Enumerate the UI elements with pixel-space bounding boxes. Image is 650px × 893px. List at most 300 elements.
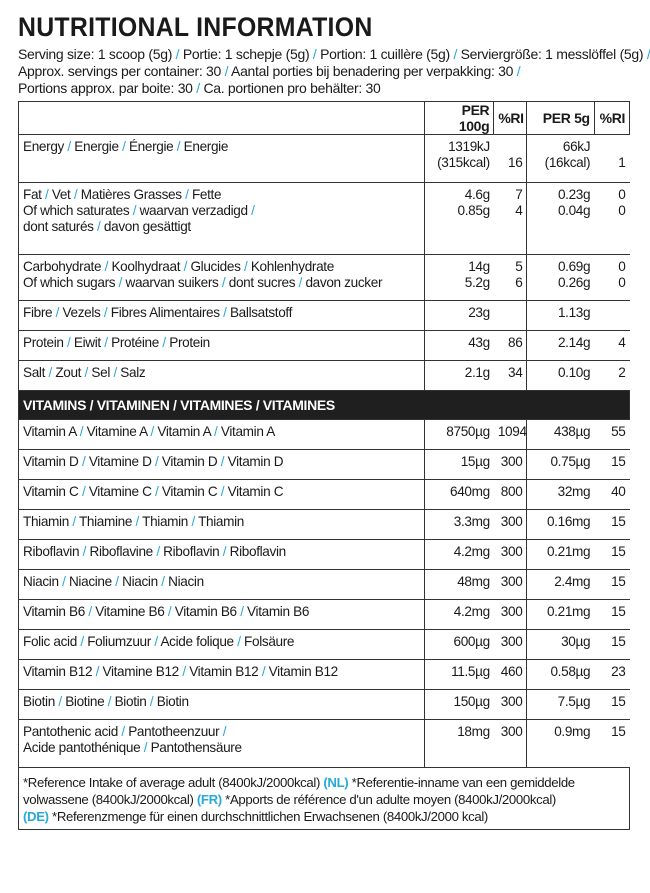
table-row xyxy=(19,331,630,361)
ri-per-100g-value: 86 xyxy=(508,335,523,350)
header-label-cell xyxy=(19,102,425,135)
value-per-100g-value xyxy=(429,219,490,235)
ri-per-100g-value: 300 xyxy=(500,574,523,589)
value-per-100g-value: 0.85g xyxy=(457,203,490,218)
ri-per-5g-value: 15 xyxy=(611,574,626,589)
label-text: Energie xyxy=(183,139,229,154)
label-text: Serviergröße: 1 messlöffel (5g) xyxy=(460,46,644,62)
ri-per-5g-value: 55 xyxy=(611,424,626,439)
table-row xyxy=(19,420,630,450)
header-per-100g: PER 100g xyxy=(424,102,493,135)
nutrient-label-line xyxy=(23,203,420,219)
vitamins-heading-text: VITAMINEN xyxy=(96,397,170,413)
nutrient-label xyxy=(19,420,425,450)
header-ri-100g: %RI xyxy=(494,102,527,135)
table-header-row xyxy=(19,102,630,135)
separator-slash: / xyxy=(118,139,129,154)
label-text: Vitamin B12 xyxy=(23,664,93,679)
ri-per-5g xyxy=(594,570,629,600)
ri-per-100g-value: 800 xyxy=(500,484,523,499)
label-text: Pantotheenzuur xyxy=(128,724,220,739)
nutrient-label xyxy=(19,570,425,600)
ri-per-5g-value xyxy=(598,139,625,155)
ri-per-100g xyxy=(494,420,527,450)
label-text: Eiwit xyxy=(73,335,101,350)
label-text: Vitamin A xyxy=(220,424,275,439)
label-text: Thiamin xyxy=(142,514,189,529)
value-per-100g-value: 4.2mg xyxy=(453,544,490,559)
value-per-5g-value: 438µg xyxy=(553,424,591,439)
value-per-100g-value: 3.3mg xyxy=(453,514,490,529)
label-text: Niacin xyxy=(23,574,59,589)
footnote-de-tag: (DE) xyxy=(23,809,49,824)
value-per-5g-value xyxy=(531,219,590,235)
label-text: Riboflavin xyxy=(163,544,220,559)
value-per-100g xyxy=(424,630,493,660)
ri-per-100g-value xyxy=(498,139,523,155)
value-per-5g-value: 0.26g xyxy=(557,275,591,290)
label-text: Folic acid xyxy=(23,634,77,649)
label-text: Vitamin B6 xyxy=(23,604,85,619)
value-per-5g-value: 0.69g xyxy=(557,259,591,274)
vitamins-heading-text: VITAMINS xyxy=(23,397,87,413)
value-per-5g xyxy=(527,720,594,768)
value-per-100g xyxy=(424,183,493,255)
label-text: Riboflavin xyxy=(229,544,286,559)
label-text: Niacin xyxy=(122,574,158,589)
footnote-en: *Reference Intake of average adult (8400kJ/2000kcal) xyxy=(23,775,321,790)
table-row xyxy=(19,301,630,331)
ri-per-100g xyxy=(494,720,527,768)
value-per-100g-value: 4.6g xyxy=(464,187,490,202)
label-text: Folsäure xyxy=(244,634,295,649)
label-text: Vitamine B6 xyxy=(95,604,165,619)
value-per-5g-value: 2.14g xyxy=(557,335,591,350)
ri-per-100g xyxy=(494,183,527,255)
value-per-5g-value: 32mg xyxy=(557,484,591,499)
separator-slash: / xyxy=(78,454,89,469)
ri-per-5g xyxy=(594,660,629,690)
nutrient-label-line xyxy=(23,187,420,203)
label-text: Portie: 1 schepje (5g) xyxy=(182,46,310,62)
value-per-100g xyxy=(424,450,493,480)
value-per-100g-value: (315kcal) xyxy=(437,155,490,170)
separator-slash: / xyxy=(68,514,79,529)
nutrient-label-line xyxy=(23,365,420,381)
label-text: Ca. portionen pro behälter: 30 xyxy=(203,80,381,96)
ri-per-5g-value: 23 xyxy=(611,664,626,679)
value-per-5g-value: 0.58µg xyxy=(550,664,591,679)
separator-slash: / xyxy=(63,335,74,350)
separator-slash: / xyxy=(217,454,228,469)
label-text: Vitamin C xyxy=(227,484,284,499)
nutrient-label-line xyxy=(23,604,420,620)
value-per-5g-value: 0.23g xyxy=(557,187,591,202)
ri-per-100g-value: 34 xyxy=(508,365,523,380)
header-per-5g: PER 5g xyxy=(527,102,594,135)
separator-slash: / xyxy=(110,365,121,380)
label-text: Vezels xyxy=(62,305,101,320)
value-per-100g-value: 18mg xyxy=(457,724,490,739)
footnote-nl: *Referentie-inname van een gemiddelde volwassene (8400kJ/2000kcal) xyxy=(23,775,575,807)
nutrient-label xyxy=(19,183,425,255)
label-text: Vitamin A xyxy=(23,424,77,439)
ri-per-5g-value: 0 xyxy=(618,187,626,202)
separator-slash: / xyxy=(58,574,69,589)
table-row xyxy=(19,690,630,720)
ri-per-5g xyxy=(594,135,629,183)
label-text: Vitamine A xyxy=(86,424,148,439)
value-per-100g xyxy=(424,420,493,450)
label-text: Vitamin C xyxy=(23,484,79,499)
separator-slash: / xyxy=(115,275,126,290)
nutrient-label xyxy=(19,480,425,510)
separator-slash: / xyxy=(218,275,229,290)
ri-per-5g-value: 15 xyxy=(611,694,626,709)
separator-slash: / xyxy=(93,219,104,234)
value-per-5g xyxy=(527,690,594,720)
table-row xyxy=(19,183,630,255)
label-text: Protein xyxy=(23,335,64,350)
ri-per-5g-value xyxy=(598,740,625,756)
value-per-5g xyxy=(527,361,594,391)
separator-slash: / xyxy=(85,604,96,619)
separator-slash: / xyxy=(76,424,87,439)
value-per-5g-value: 0.16mg xyxy=(546,514,591,529)
ri-per-5g-value: 15 xyxy=(611,724,626,739)
ri-per-100g xyxy=(494,255,527,301)
value-per-100g xyxy=(424,720,493,768)
ri-per-5g xyxy=(594,361,629,391)
separator-slash: / xyxy=(236,604,248,619)
ri-per-100g xyxy=(494,331,527,361)
ri-per-100g-value: 300 xyxy=(500,544,523,559)
separator-slash: / xyxy=(240,259,251,274)
label-text: Vitamine D xyxy=(88,454,152,469)
serving-info xyxy=(18,46,650,97)
ri-per-5g xyxy=(594,420,629,450)
value-per-100g xyxy=(424,255,493,301)
label-text: Sel xyxy=(91,365,111,380)
label-text: Riboflavin xyxy=(23,544,80,559)
label-text: Niacin xyxy=(168,574,204,589)
value-per-100g-value: 14g xyxy=(468,259,490,274)
separator-slash: / xyxy=(219,305,230,320)
label-text: waarvan verzadigd xyxy=(139,203,248,218)
separator-slash: / xyxy=(52,305,63,320)
label-text: Vitamin D xyxy=(23,454,79,469)
ri-per-100g-value: 4 xyxy=(515,203,523,218)
table-row xyxy=(19,660,630,690)
value-per-100g xyxy=(424,540,493,570)
label-text: Acide folique xyxy=(160,634,234,649)
nutrient-label xyxy=(19,301,425,331)
ri-per-100g-value: 300 xyxy=(500,694,523,709)
label-text: Thiamin xyxy=(198,514,244,529)
separator-slash: / xyxy=(151,484,162,499)
value-per-100g-value: 640mg xyxy=(450,484,490,499)
value-per-5g-value xyxy=(531,740,590,756)
ri-per-5g xyxy=(594,720,629,768)
separator-slash: / xyxy=(129,203,140,218)
table-row xyxy=(19,600,630,630)
ri-per-100g xyxy=(494,301,527,331)
nutrient-label-line xyxy=(23,484,420,500)
panel-title: NUTRITIONAL INFORMATION xyxy=(18,12,373,42)
separator-slash: / xyxy=(140,740,151,755)
ri-per-5g-value: 2 xyxy=(618,365,626,380)
ri-per-5g-value: 15 xyxy=(611,634,626,649)
value-per-5g xyxy=(527,630,594,660)
ri-per-100g xyxy=(494,570,527,600)
value-per-100g xyxy=(424,570,493,600)
label-text: Biotin xyxy=(114,694,147,709)
separator-slash: / xyxy=(146,694,157,709)
label-text: Biotin xyxy=(23,694,55,709)
value-per-5g xyxy=(527,135,594,183)
value-per-100g-value: 23g xyxy=(468,305,490,320)
label-text: davon gesättigt xyxy=(103,219,191,234)
ri-per-5g-value: 0 xyxy=(618,259,626,274)
vitamins-heading-row xyxy=(19,391,630,420)
value-per-5g-value: 30µg xyxy=(561,634,591,649)
value-per-100g-value: 8750µg xyxy=(446,424,490,439)
ri-per-5g xyxy=(594,450,629,480)
value-per-100g-value xyxy=(429,740,490,756)
separator-slash: / xyxy=(219,544,230,559)
ri-per-100g xyxy=(494,480,527,510)
label-text: Vitamin B6 xyxy=(247,604,310,619)
separator-slash: / xyxy=(147,424,158,439)
nutrient-label xyxy=(19,255,425,301)
separator-slash: / xyxy=(111,574,123,589)
label-text: Niacine xyxy=(68,574,112,589)
value-per-5g xyxy=(527,510,594,540)
nutrient-label-line xyxy=(23,574,420,590)
servings-per-container-line xyxy=(18,63,630,80)
separator-slash: / xyxy=(210,424,221,439)
separator-slash: / xyxy=(180,259,191,274)
nutrient-label xyxy=(19,450,425,480)
ri-per-100g xyxy=(494,135,527,183)
label-text: Serving size: 1 scoop (5g) xyxy=(18,46,173,62)
nutrient-label-line xyxy=(23,724,420,740)
separator-slash: / xyxy=(295,275,306,290)
label-text: Ballsatstoff xyxy=(229,305,293,320)
nutrient-label-line xyxy=(23,259,420,275)
label-text: Vitamin B12 xyxy=(189,664,259,679)
ri-per-100g-value: 460 xyxy=(500,664,523,679)
ri-per-100g-value: 300 xyxy=(500,634,523,649)
label-text: Fat xyxy=(23,187,42,202)
ri-per-5g xyxy=(594,630,629,660)
separator-slash: / xyxy=(309,46,321,62)
ri-per-100g-value: 300 xyxy=(500,604,523,619)
value-per-5g-value: 2.4mg xyxy=(554,574,591,589)
table-row xyxy=(19,361,630,391)
value-per-5g xyxy=(527,660,594,690)
nutrient-label xyxy=(19,720,425,768)
value-per-5g-value: 1.13g xyxy=(557,305,591,320)
label-text: Energie xyxy=(74,139,119,154)
vitamin-rows xyxy=(19,420,630,768)
table-row xyxy=(19,480,630,510)
value-per-100g-value: 150µg xyxy=(453,694,490,709)
ri-per-5g xyxy=(594,600,629,630)
value-per-5g xyxy=(527,570,594,600)
value-per-5g xyxy=(527,480,594,510)
ri-per-100g xyxy=(494,600,527,630)
vitamins-heading: VITAMINS / VITAMINEN / VITAMINES / VITAMINES xyxy=(19,391,630,420)
label-text: Vitamine C xyxy=(88,484,152,499)
value-per-5g xyxy=(527,600,594,630)
separator-slash: / xyxy=(188,514,199,529)
nutrient-label-line xyxy=(23,514,420,530)
nutrient-label xyxy=(19,540,425,570)
nutrient-label-line xyxy=(23,634,420,650)
value-per-5g-value: 7.5µg xyxy=(557,694,591,709)
value-per-100g xyxy=(424,600,493,630)
value-per-5g-value: 66kJ xyxy=(562,139,591,154)
ri-per-100g-value xyxy=(498,740,523,756)
value-per-5g xyxy=(527,540,594,570)
serving-size-line xyxy=(18,46,650,63)
label-text: Vet xyxy=(51,187,71,202)
label-text: Pantothenic acid xyxy=(23,724,118,739)
label-text: Riboflavine xyxy=(89,544,153,559)
table-row xyxy=(19,450,630,480)
nutrient-label xyxy=(19,690,425,720)
ri-per-100g-value xyxy=(498,305,523,321)
ri-per-100g xyxy=(494,660,527,690)
value-per-100g xyxy=(424,660,493,690)
ri-per-5g-value: 1 xyxy=(618,155,626,170)
nutrient-label-line xyxy=(23,275,420,291)
separator-slash: / xyxy=(217,484,228,499)
separator-slash: / xyxy=(150,634,161,649)
label-text: Energy xyxy=(23,139,64,154)
nutrient-label-line xyxy=(23,219,420,235)
ri-per-5g-value: 40 xyxy=(611,484,626,499)
ri-per-100g-value: 7 xyxy=(515,187,523,202)
label-text: Biotine xyxy=(65,694,105,709)
ri-per-100g-value xyxy=(498,219,523,235)
table-row xyxy=(19,570,630,600)
separator-slash: / xyxy=(78,484,89,499)
separator-slash: / xyxy=(164,604,175,619)
ri-per-5g xyxy=(594,255,629,301)
label-text: Vitamin B12 xyxy=(268,664,338,679)
label-text: Acide pantothénique xyxy=(23,740,141,755)
value-per-5g-value: 0.21mg xyxy=(546,604,591,619)
nutrient-label-line xyxy=(23,694,420,710)
value-per-5g-value: 0.04g xyxy=(557,203,591,218)
ri-per-5g xyxy=(594,540,629,570)
ri-per-100g-value: 16 xyxy=(508,155,523,170)
label-text: Carbohydrate xyxy=(23,259,102,274)
label-text: waarvan suikers xyxy=(125,275,219,290)
separator-slash: / xyxy=(151,454,162,469)
separator-slash: / xyxy=(101,259,112,274)
label-text: Pantothensäure xyxy=(150,740,242,755)
label-text: Fette xyxy=(191,187,222,202)
value-per-100g-value: 4.2mg xyxy=(453,604,490,619)
ri-per-5g-value: 15 xyxy=(611,604,626,619)
ri-per-100g xyxy=(494,690,527,720)
label-text: Koolhydraat xyxy=(111,259,181,274)
separator-slash: / xyxy=(172,46,183,62)
footnote-fr-tag: (FR) xyxy=(196,792,222,807)
ri-per-100g xyxy=(494,361,527,391)
value-per-100g-value: 15µg xyxy=(460,454,490,469)
separator-slash: / xyxy=(104,694,115,709)
label-text: Vitamine B12 xyxy=(102,664,179,679)
label-text: Portions approx. par boite: 30 xyxy=(18,80,193,96)
label-text: Salt xyxy=(23,365,46,380)
value-per-5g xyxy=(527,420,594,450)
label-text: Matières Grasses xyxy=(80,187,182,202)
separator-slash: / xyxy=(70,187,81,202)
label-text: Biotin xyxy=(156,694,189,709)
separator-slash: / xyxy=(158,335,170,350)
nutrient-label xyxy=(19,630,425,660)
table-row xyxy=(19,510,630,540)
ri-per-100g-value: 300 xyxy=(500,724,523,739)
footnote-nl-tag: (NL) xyxy=(323,775,349,790)
label-text: Fibre xyxy=(23,305,53,320)
nutrient-label xyxy=(19,510,425,540)
ri-per-5g xyxy=(594,183,629,255)
label-text: Vitamin D xyxy=(227,454,284,469)
value-per-100g-value: 48mg xyxy=(457,574,490,589)
separator-slash: / xyxy=(54,694,66,709)
ri-per-5g xyxy=(594,480,629,510)
label-text: Kohlenhydrate xyxy=(250,259,334,274)
value-per-100g-value: 2.1g xyxy=(464,365,490,380)
nutrient-rows xyxy=(19,135,630,391)
label-text: Vitamin B6 xyxy=(174,604,237,619)
value-per-5g-value: (16kcal) xyxy=(544,155,591,170)
value-per-100g xyxy=(424,135,493,183)
label-text: Of which sugars xyxy=(23,275,116,290)
ri-per-100g xyxy=(494,630,527,660)
ri-per-5g-value xyxy=(598,305,625,321)
ri-per-100g-value: 5 xyxy=(515,259,523,274)
separator-slash: / xyxy=(76,634,88,649)
value-per-5g-value: 0.10g xyxy=(557,365,591,380)
label-text: davon zucker xyxy=(305,275,383,290)
separator-slash: / xyxy=(63,139,75,154)
value-per-5g xyxy=(527,255,594,301)
label-text: Glucides xyxy=(190,259,241,274)
separator-slash: / xyxy=(233,634,245,649)
nutrient-label xyxy=(19,660,425,690)
separator-slash: / xyxy=(513,63,521,79)
value-per-5g-value: 0.9mg xyxy=(554,724,591,739)
value-per-5g-value: 0.21mg xyxy=(546,544,591,559)
ri-per-100g-value: 1094 xyxy=(497,424,527,439)
nutrition-panel xyxy=(18,12,650,830)
nutrient-label xyxy=(19,135,425,183)
label-text: Fibres Alimentaires xyxy=(110,305,220,320)
label-text: Protein xyxy=(169,335,210,350)
label-text: Protéine xyxy=(111,335,159,350)
separator-slash: / xyxy=(100,305,111,320)
vitamins-heading-text: VITAMINES xyxy=(180,397,253,413)
value-per-100g xyxy=(424,480,493,510)
ri-per-100g-value: 300 xyxy=(500,454,523,469)
label-text: Salz xyxy=(120,365,146,380)
